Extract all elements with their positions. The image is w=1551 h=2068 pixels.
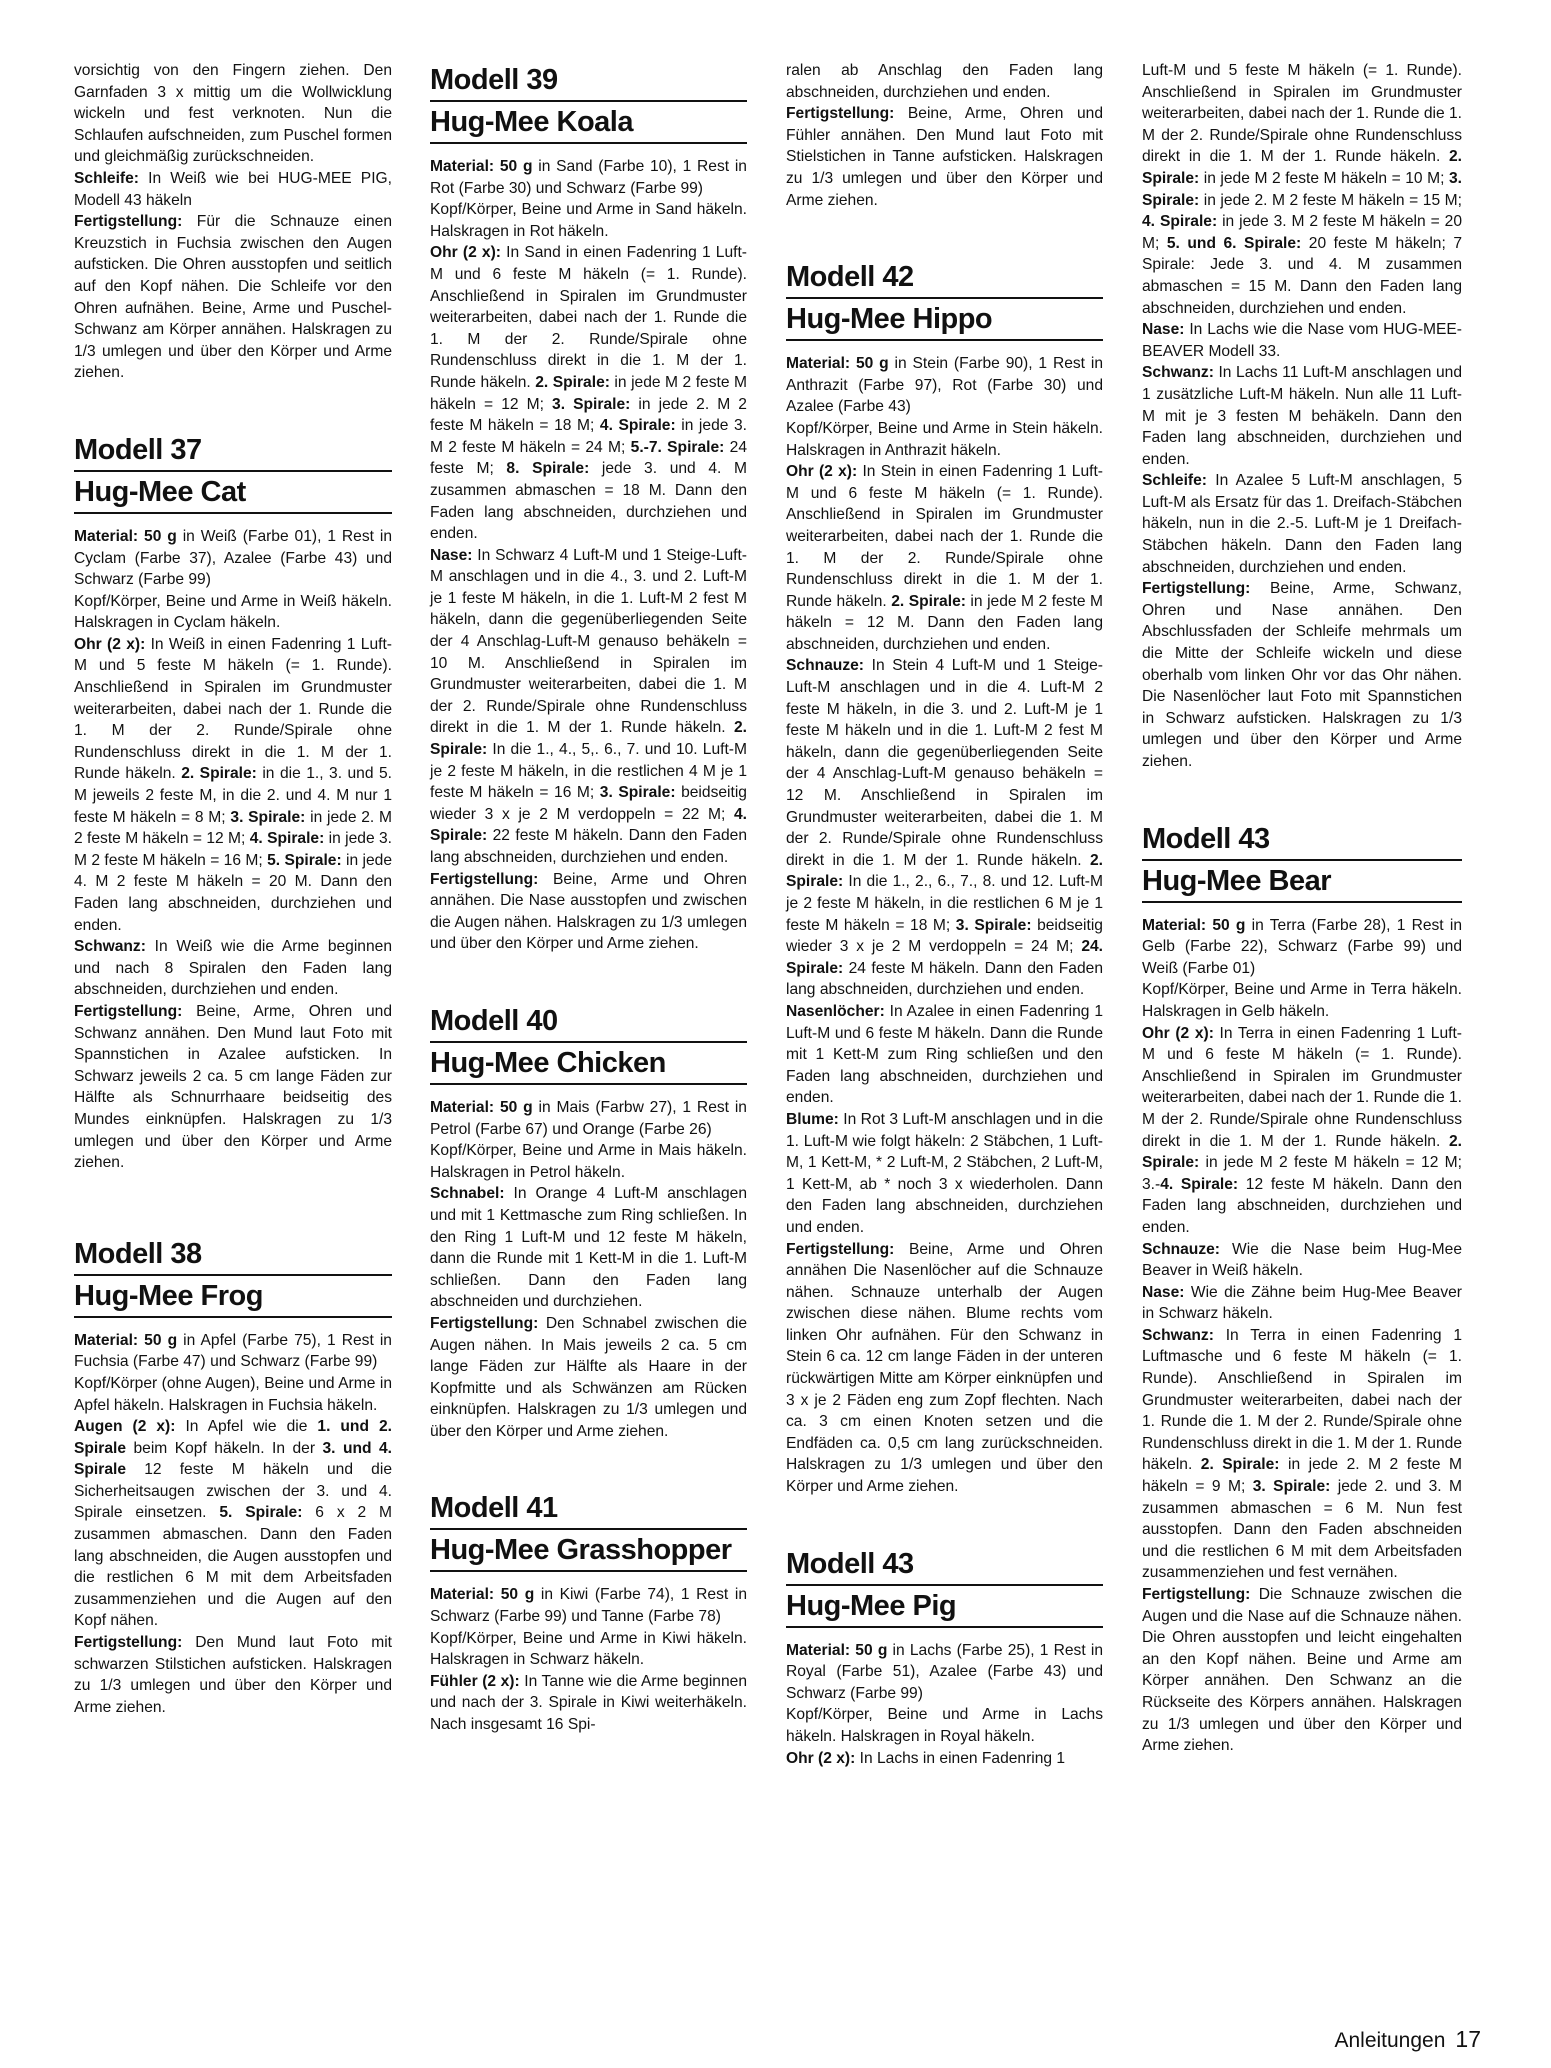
- paragraph: [786, 1109, 1103, 1239]
- text: in jede 4. M 2 feste M häkeln = 20 M. Dann den Faden lang abschneiden, durchziehen und enden.: [74, 851, 392, 934]
- label: Schwanz:: [74, 938, 146, 956]
- text: In Lachs 11 Luft-M anschlagen und 1 zusätzliche Luft-M häkeln. Nun alle 11 Luft-M mit je 3 festen M behäkeln. Dann den Faden lang abschneiden, durchziehen und enden.: [1142, 364, 1462, 468]
- paragraph: [74, 936, 392, 1001]
- text: in jede 2. M 2 feste M häkeln = 12 M;: [74, 808, 392, 848]
- text: In Terra in einen Fadenring 1 Luft-M und 6 feste M häkeln (= 1. Runde). Anschließend in Spiralen im Grundmuster weiterarbeiten, dabei nach der 1. Runde die 1. M der 2. Runde/Spirale ohne Rundenschluss direkt in die 1. M der 1. Runde häkeln.: [1142, 1024, 1462, 1150]
- label: Material: 50 g: [786, 1641, 888, 1659]
- paragraph: [430, 869, 747, 955]
- paragraph: [74, 1330, 392, 1373]
- paragraph: [430, 242, 747, 544]
- text: in Apfel (Farbe 75), 1 Rest in Fuchsia (Farbe 47) und Schwarz (Farbe 99): [74, 1331, 392, 1371]
- text: 12 feste M häkeln. Dann den Faden lang abschneiden, durchziehen und enden.: [1142, 1175, 1462, 1236]
- paragraph: [74, 60, 392, 168]
- model-number: Modell 38: [74, 1232, 392, 1276]
- label: 2. Spirale:: [430, 719, 747, 759]
- text: Kopf/Körper, Beine und Arme in Terra häkeln. Halskragen in Gelb häkeln.: [1142, 981, 1462, 1020]
- text: Beine, Arme und Ohren annähen Die Nasenlöcher auf die Schnauze nähen. Schnauze unterhalb der Augen zwischen diese nähen. Blume rechts vom linken Ohr aufnähen. Für den Schwanz in Stein 6 ca. 12 cm lange Fäden in der unteren rückwärtigen Mitte am Körper einknüpfen und 3 x je 2 Fäden eng zum Zopf flechten. Nach ca. 3 cm einen Knoten setzen und die Endfäden ca. 0,5 cm lang zurückschneiden. Halskragen zu 1/3 umlegen und über den Körper und Arme ziehen.: [786, 1240, 1103, 1496]
- text: in jede 2. M 2 feste M häkeln = 9 M;: [1142, 1456, 1462, 1496]
- paragraph: [74, 168, 392, 211]
- text: In Weiß wie bei HUG-MEE PIG, Modell 43 häkeln: [74, 169, 392, 209]
- text: in Terra (Farbe 28), 1 Rest in Gelb (Farbe 22), Schwarz (Farbe 99) und Weiß (Farbe 01): [1142, 916, 1462, 977]
- text: vorsichtig von den Fingern ziehen. Den Garnfaden 3 x mittig um die Wollwicklung wickeln und fest verknoten. Nun die Schlaufen aufschneiden, zum Puschel formen und gleichmäßig zurückschneiden.: [74, 62, 392, 166]
- label: Material: 50 g: [74, 1331, 178, 1349]
- paragraph: [786, 1704, 1103, 1747]
- paragraph: [1142, 1023, 1462, 1239]
- paragraph: [74, 591, 392, 634]
- section-heading: [786, 255, 1103, 341]
- paragraph: [786, 655, 1103, 1001]
- label: 24. Spirale:: [786, 938, 1103, 977]
- paragraph: [1142, 470, 1462, 578]
- label: Fertigstellung:: [786, 1240, 895, 1258]
- label: 8. Spirale:: [506, 460, 590, 478]
- text: Beine, Arme, Schwanz, Ohren und Nase annähen. Den Abschlussfaden der Schleife mehrmals um die Mitte der Schleife wickeln und diese oberhalb vom linken Ohr vor das Ohr nähen. Die Nasenlöcher laut Foto mit Spannstichen in Schwarz aufsticken. Halskragen zu 1/3 umlegen und über den Körper und Arme ziehen.: [1142, 580, 1462, 770]
- paragraph: [430, 1584, 747, 1627]
- text: Für die Schnauze einen Kreuzstich in Fuchsia zwischen den Augen aufsticken. Die Ohren ausstopfen und seitlich auf den Kopf nähen. Die Schleife vor den Ohren aufnähen. Beine, Arme und Puschel-Schwanz am Körper annähen. Halskragen zu 1/3 umlegen und über den Körper und Arme ziehen.: [74, 213, 392, 382]
- label: 3. Spirale:: [599, 784, 676, 802]
- text: Kopf/Körper (ohne Augen), Beine und Arme in Apfel häkeln. Halskragen in Fuchsia häkeln.: [74, 1374, 392, 1414]
- paragraph: [1142, 1282, 1462, 1325]
- text: in Mais (Farbw 27), 1 Rest in Petrol (Farbe 67) und Orange (Farbe 26): [430, 1098, 747, 1138]
- page-number: 17: [1455, 2026, 1481, 2052]
- text: in jede 3. M 2 feste M häkeln = 20 M;: [1142, 213, 1462, 252]
- paragraph: [1142, 1325, 1462, 1584]
- paragraph: [430, 1313, 747, 1443]
- text: In Stein 4 Luft-M und 1 Steige-Luft-M anschlagen und in die 4. Luft-M 2 feste M häkeln, in die 3. und 2. Luft-M je 1 feste M häkeln und in die 1. Luft-M 2 fest M häkeln, dann die gegenüberliegenden Seite der 4 Anschlag-Luft-M genauso behäkeln = 12 M. Anschließend in Spiralen im Grundmuster weiterarbeiten, dabei die 1. M der 2. Runde/Spirale ohne Rundenschluss direkt in die 1. M der 1. Runde häkeln.: [786, 657, 1103, 869]
- label: 2. Spirale:: [1142, 148, 1462, 187]
- text: In Schwarz 4 Luft-M und 1 Steige-Luft-M anschlagen und in die 4., 3. und 2. Luft-M je 1 feste M häkeln, in die 1. Luft-M 2 fest M häkeln, dann die gegenüberliegenden Seite der 4 Anschlag-Luft-M genauso behäkeln = 10 M. Anschließend in Spiralen im Grundmuster weiterarbeiten, dabei die 1. M der 2. Runde/Spirale ohne Rundenschluss direkt in die 1. M der 1. Runde häkeln.: [430, 546, 747, 737]
- text: In Azalee in einen Fadenring 1 Luft-M und 6 feste M häkeln. Dann die Runde mit 1 Kett-M zum Ring schließen und den Faden lang abschneiden, durchziehen und enden.: [786, 1002, 1103, 1107]
- text: Kopf/Körper, Beine und Arme in Lachs häkeln. Halskragen in Royal häkeln.: [786, 1706, 1103, 1745]
- model-number: Modell 43: [786, 1542, 1103, 1586]
- label: Material: 50 g: [74, 527, 177, 545]
- section-heading: [1142, 817, 1462, 903]
- label: Schleife:: [1142, 472, 1207, 490]
- label: Fertigstellung:: [430, 1314, 539, 1332]
- paragraph: [786, 353, 1103, 418]
- paragraph: [430, 1671, 747, 1736]
- paragraph: [430, 199, 747, 242]
- paragraph: [430, 1140, 747, 1183]
- text: beidseitig wieder 3 x je 2 M verdoppeln = 24 M;: [786, 916, 1103, 956]
- text: 6 x 2 M zusammen abmaschen. Dann den Faden lang abschneiden, die Augen ausstopfen und die restlichen 6 M mit dem Arbeitsfaden zusammenziehen und die Augen auf den Kopf nähen.: [74, 1504, 392, 1630]
- label: Schnauze:: [786, 657, 864, 675]
- paragraph: [430, 1628, 747, 1671]
- text: in Lachs (Farbe 25), 1 Rest in Royal (Farbe 51), Azalee (Farbe 43) und Schwarz (Farbe 99): [786, 1641, 1104, 1702]
- paragraph: [1142, 1584, 1462, 1757]
- text: In Stein in einen Fadenring 1 Luft-M und 6 feste M häkeln (= 1. Runde). Anschließend in Spiralen im Grundmuster weiterarbeiten, dabei nach der 1. Runde die 1. M der 2. Runde/Spirale ohne Rundenschluss direkt in die 1. M der 1. Runde häkeln.: [786, 463, 1103, 610]
- text: In Orange 4 Luft-M anschlagen und mit 1 Kettmasche zum Ring schließen. In den Ring 1 Luft-M und 12 feste M häkeln, dann die Runde mit 1 Kett-M in die 1. Luft-M schließen. Dann den Faden lang abschneiden und durchziehen.: [430, 1185, 747, 1311]
- label: Fertigstellung:: [74, 213, 183, 231]
- model-name: Hug-Mee Hippo: [786, 299, 1103, 341]
- model-number: Modell 37: [74, 428, 392, 472]
- section-heading: [74, 1232, 392, 1318]
- label: 5. Spirale:: [219, 1504, 303, 1522]
- paragraph: [74, 1632, 392, 1718]
- label: Schleife:: [74, 169, 139, 187]
- text: in Stein (Farbe 90), 1 Rest in Anthrazit (Farbe 97), Rot (Farbe 30) und Azalee (Farbe 43): [786, 355, 1103, 416]
- label: Material: 50 g: [430, 1586, 535, 1604]
- label: 4. Spirale:: [430, 805, 747, 845]
- text: in Kiwi (Farbe 74), 1 Rest in Schwarz (Farbe 99) und Tanne (Farbe 78): [430, 1586, 747, 1626]
- label: Nase:: [1142, 321, 1185, 339]
- paragraph: [786, 60, 1103, 103]
- text: in jede 2. M 2 feste M häkeln = 18 M;: [430, 395, 747, 435]
- section-heading: [74, 428, 392, 514]
- label: Fertigstellung:: [786, 105, 895, 123]
- label: Schnauze:: [1142, 1240, 1220, 1258]
- paragraph: [74, 526, 392, 591]
- paragraph: [74, 1001, 392, 1174]
- label: 4. Spirale:: [1142, 213, 1218, 231]
- text: Kopf/Körper, Beine und Arme in Weiß häkeln. Halskragen in Cyclam häkeln.: [74, 592, 392, 632]
- text: Kopf/Körper, Beine und Arme in Sand häkeln. Halskragen in Rot häkeln.: [430, 201, 747, 240]
- label: 1. und 2. Spirale: [74, 1418, 392, 1457]
- text: 24 feste M häkeln. Dann den Faden lang abschneiden, durchziehen und enden.: [786, 959, 1103, 999]
- text: In Lachs in einen Fadenring 1: [855, 1749, 1066, 1767]
- label: 3. Spirale:: [1252, 1478, 1331, 1496]
- text: in Weiß (Farbe 01), 1 Rest in Cyclam (Farbe 37), Azalee (Farbe 43) und Schwarz (Farbe 99): [74, 527, 392, 589]
- label: 2. Spirale:: [1200, 1456, 1280, 1474]
- label: Material: 50 g: [430, 158, 533, 175]
- text: jede 3. und 4. M zusammen abmaschen = 18 M. Dann den Faden lang abschneiden, durchziehen und enden.: [430, 460, 747, 543]
- text: In Tanne wie die Arme beginnen und nach der 3. Spirale in Kiwi weiterhäkeln. Nach insgesamt 16 Spi-: [430, 1672, 747, 1734]
- text: Kopf/Körper, Beine und Arme in Mais häkeln. Halskragen in Petrol häkeln.: [430, 1142, 747, 1181]
- label: 3. Spirale:: [1142, 169, 1462, 209]
- label: 5. und 6. Spirale:: [1166, 234, 1302, 252]
- text: In Apfel wie die: [175, 1418, 318, 1436]
- paragraph: [1142, 915, 1462, 980]
- paragraph: [786, 1239, 1103, 1498]
- label: Blume:: [786, 1110, 839, 1128]
- label: Material: 50 g: [786, 355, 889, 373]
- label: 2. Spirale:: [181, 765, 257, 783]
- label: Schwanz:: [1142, 1326, 1214, 1344]
- text: Kopf/Körper, Beine und Arme in Kiwi häkeln. Halskragen in Schwarz häkeln.: [430, 1629, 747, 1669]
- section-heading: [430, 999, 747, 1085]
- text: Wie die Zähne beim Hug-Mee Beaver in Schwarz häkeln.: [1142, 1283, 1462, 1323]
- label: Fertigstellung:: [74, 1634, 183, 1652]
- text: Den Mund laut Foto mit schwarzen Stilstichen aufsticken. Halskragen zu 1/3 umlegen und über den Körper und Arme ziehen.: [74, 1634, 392, 1716]
- text: Beine, Arme, Ohren und Schwanz annähen. Den Mund laut Foto mit Spannstichen in Azalee aufsticken. In Schwarz jeweils 2 ca. 5 cm lange Fäden zur Hälfte als Schnurrhaare beidseitig des Mundes einknüpfen. Halskragen zu 1/3 umlegen und über den Körper und Arme ziehen.: [74, 1002, 392, 1172]
- label: Nase:: [430, 546, 473, 564]
- paragraph: [74, 634, 392, 936]
- section-heading: [430, 58, 747, 144]
- label: 5. Spirale:: [267, 851, 342, 869]
- text: in jede 3. M 2 feste M häkeln = 16 M;: [74, 830, 392, 869]
- text: Den Schnabel zwischen die Augen nähen. In Mais jeweils 2 ca. 5 cm lange Fäden zur Hälfte als Haare in der Kopfmitte und als Schwänzen am Rücken einknüpfen. Halskragen zu 1/3 umlegen und über den Körper und Arme ziehen.: [430, 1314, 747, 1440]
- column-3: [786, 60, 1103, 1769]
- model-number: Modell 43: [1142, 817, 1462, 861]
- paragraph: [1142, 319, 1462, 362]
- label: 5.-7. Spirale:: [630, 438, 725, 456]
- label: Ohr (2 x):: [1142, 1024, 1214, 1042]
- text: In Terra in einen Fadenring 1 Luftmasche und 6 feste M häkeln (= 1. Runde). Anschließend in Spiralen im Grundmuster weiterarbeiten, dabei nach der 1. Runde die 1. M der 2. Runde/Spirale ohne Rundenschluss direkt in die 1. M der 1. Runde häkeln.: [1142, 1326, 1462, 1474]
- text: Beine, Arme, Ohren und Fühler annähen. Den Mund laut Foto mit Stielstichen in Tanne aufsticken. Halskragen zu 1/3 umlegen und über den Körper und Arme ziehen.: [786, 105, 1103, 209]
- label: 3. Spirale:: [552, 395, 631, 413]
- model-name: Hug-Mee Cat: [74, 472, 392, 514]
- text: Kopf/Körper, Beine und Arme in Stein häkeln. Halskragen in Anthrazit häkeln.: [786, 419, 1103, 459]
- label: Fühler (2 x):: [430, 1672, 520, 1690]
- text: In die 1., 2., 6., 7., 8. und 12. Luft-M je 2 feste M häkeln, in die restlichen 6 M je 1 feste M häkeln = 18 M;: [786, 873, 1103, 934]
- text: jede 2. und 3. M zusammen abmaschen = 6 M. Nun fest ausstopfen. Dann den Faden abschneiden und die restlichen 6 M mit dem Arbeitsfaden zusammenziehen und fest vernähen.: [1142, 1478, 1462, 1582]
- text: In Rot 3 Luft-M anschlagen und in die 1. Luft-M wie folgt häkeln: 2 Stäbchen, 1 Luft-M, 1 Kett-M, * 2 Luft-M, 2 Stäbchen, 2 Luft-M, 1 Kett-M, ab * noch 3 x wiederholen. Dann den Faden lang abschneiden, durchziehen und enden.: [786, 1110, 1103, 1236]
- paragraph: [1142, 362, 1462, 470]
- paragraph: [1142, 60, 1462, 319]
- model-name: Hug-Mee Bear: [1142, 861, 1462, 903]
- label: 4. Spirale:: [599, 417, 676, 435]
- text: In Lachs wie die Nase vom HUG-MEE-BEAVER Modell 33.: [1142, 321, 1462, 360]
- label: 2. Spirale:: [786, 851, 1103, 891]
- model-name: Hug-Mee Koala: [430, 102, 747, 144]
- paragraph: [74, 1416, 392, 1632]
- label: 4. Spirale:: [249, 830, 325, 848]
- text: beidseitig wieder 3 x je 2 M verdoppeln = 22 M;: [430, 784, 747, 823]
- text: in jede 3. M 2 feste M häkeln = 24 M;: [430, 417, 747, 456]
- model-name: Hug-Mee Pig: [786, 1586, 1103, 1628]
- paragraph: [786, 103, 1103, 211]
- paragraph: [786, 1640, 1103, 1705]
- label: Fertigstellung:: [74, 1002, 183, 1020]
- text: Beine, Arme und Ohren annähen. Die Nase ausstopfen und zwischen die Augen nähen. Halskragen zu 1/3 umlegen und über den Körper und Arme ziehen.: [430, 870, 747, 953]
- paragraph: [1142, 1239, 1462, 1282]
- text: ralen ab Anschlag den Faden lang abschneiden, durchziehen und enden.: [786, 62, 1103, 101]
- text: in Sand (Farbe 10), 1 Rest in Rot (Farbe 30) und Schwarz (Farbe 99): [430, 158, 747, 197]
- paragraph: [430, 1097, 747, 1140]
- text: in jede M 2 feste M häkeln = 12 M;: [430, 373, 747, 413]
- label: Material: 50 g: [430, 1098, 533, 1116]
- page-footer: [1334, 2026, 1481, 2053]
- paragraph: [786, 418, 1103, 461]
- text: in jede M 2 feste M häkeln = 12 M; 3.-: [1142, 1154, 1462, 1193]
- column-1: [74, 60, 392, 1718]
- paragraph: [430, 545, 747, 869]
- paragraph: [74, 1373, 392, 1416]
- text: Luft-M und 5 feste M häkeln (= 1. Runde). Anschließend in Spiralen im Grundmuster weiterarbeiten, dabei nach der 1. Runde die 1. M der 2. Runde/Spirale ohne Rundenschluss direkt in die 1. M der 1. Runde häkeln.: [1142, 62, 1462, 166]
- model-name: Hug-Mee Grasshopper: [430, 1530, 747, 1572]
- paragraph: [74, 211, 392, 384]
- section-heading: [786, 1542, 1103, 1628]
- model-name: Hug-Mee Chicken: [430, 1043, 747, 1085]
- text: in die 1., 3. und 5. M jeweils 2 feste M, in die 2. und 4. M nur 1 feste M häkeln = 8 M;: [74, 765, 393, 826]
- label: Fertigstellung:: [430, 870, 539, 888]
- label: Material: 50 g: [1142, 916, 1246, 934]
- label: Fertigstellung:: [1142, 1586, 1251, 1603]
- text: 12 feste M häkeln und die Sicherheitsaugen zwischen der 3. und 4. Spirale einsetzen.: [74, 1461, 392, 1522]
- paragraph: [786, 1001, 1103, 1109]
- model-name: Hug-Mee Frog: [74, 1276, 392, 1318]
- label: Schnabel:: [430, 1185, 505, 1203]
- paragraph: [1142, 979, 1462, 1022]
- paragraph: [1142, 578, 1462, 772]
- label: 2. Spirale:: [535, 373, 610, 391]
- text: In Weiß wie die Arme beginnen und nach 8 Spiralen den Faden lang abschneiden, durchziehen und enden.: [74, 938, 392, 999]
- label: Augen (2 x):: [74, 1418, 176, 1436]
- label: 4. Spirale:: [1160, 1175, 1239, 1193]
- label: Ohr (2 x):: [786, 463, 858, 481]
- label: Ohr (2 x):: [786, 1749, 856, 1767]
- text: in jede M 2 feste M häkeln = 10 M;: [1199, 169, 1449, 187]
- label: 3. Spirale:: [955, 916, 1032, 934]
- text: In Azalee 5 Luft-M anschlagen, 5 Luft-M als Ersatz für das 1. Dreifach-Stäbchen häkeln, nun in die 2.-5. Luft-M je 1 Dreifach-Stäbchen häkeln. Dann den Faden lang abschneiden, durchziehen und enden.: [1142, 472, 1462, 576]
- text: Die Schnauze zwischen die Augen und die Nase auf die Schnauze nähen. Die Ohren ausstopfen und leicht eingehalten an den Kopf nähen. Beine und Arme am Körper annähen. Den Schwanz an die Rückseite des Körpers annähen. Halskragen zu 1/3 umlegen und über den Körper und Arme ziehen.: [1142, 1586, 1462, 1755]
- text: in jede 2. M 2 feste M häkeln = 15 M;: [1199, 191, 1462, 209]
- paragraph: [786, 1748, 1103, 1770]
- text: In Weiß in einen Fadenring 1 Luft-M und 5 feste M häkeln (= 1. Runde). Anschließend in Spiralen im Grundmuster weiterarbeiten, dabei nach der 1. Runde die 1. M der 2. Runde/Spirale ohne Rundenschluss direkt in die 1. M der 1. Runde häkeln.: [74, 635, 392, 783]
- paragraph: [430, 156, 747, 199]
- model-number: Modell 40: [430, 999, 747, 1043]
- label: Schwanz:: [1142, 364, 1214, 382]
- label: 2. Spirale:: [891, 592, 966, 610]
- label: Ohr (2 x):: [430, 244, 501, 262]
- paragraph: [786, 461, 1103, 655]
- model-number: Modell 42: [786, 255, 1103, 299]
- label: Fertigstellung:: [1142, 580, 1251, 598]
- text: In die 1., 4., 5,. 6., 7. und 10. Luft-M je 2 feste M häkeln, in die restlichen 4 M je 1 feste M häkeln = 16 M;: [430, 741, 747, 802]
- section-name: Anleitungen: [1334, 2029, 1446, 2052]
- label: 3. und 4. Spirale: [74, 1439, 392, 1479]
- label: 3. Spirale:: [230, 808, 306, 826]
- text: 24 feste M;: [430, 438, 748, 478]
- text: 22 feste M häkeln. Dann den Faden lang abschneiden, durchziehen und enden.: [430, 827, 747, 866]
- text: In Sand in einen Fadenring 1 Luft-M und 6 feste M häkeln (= 1. Runde). Anschließend in Spiralen im Grundmuster weiterarbeiten, dabei nach der 1. Runde die 1. M der 2. Runde/Spirale ohne Rundenschluss direkt in die 1. M der 1. Runde häkeln.: [430, 244, 748, 391]
- paragraph: [430, 1183, 747, 1313]
- model-number: Modell 39: [430, 58, 747, 102]
- label: Ohr (2 x):: [74, 635, 146, 653]
- column-2: [430, 58, 747, 1736]
- label: Nase:: [1142, 1283, 1185, 1301]
- text: in jede M 2 feste M häkeln = 12 M. Dann den Faden lang abschneiden, durchziehen und enden.: [786, 592, 1103, 653]
- text: 20 feste M häkeln; 7 Spirale: Jede 3. und 4. M zusammen abmaschen = 15 M. Dann den Faden lang abschneiden, durchziehen und enden.: [1142, 234, 1463, 317]
- model-number: Modell 41: [430, 1486, 747, 1530]
- text: beim Kopf häkeln. In der: [126, 1439, 323, 1457]
- section-heading: [430, 1486, 747, 1572]
- label: Nasenlöcher:: [786, 1002, 885, 1020]
- text: Wie die Nase beim Hug-Mee Beaver in Weiß häkeln.: [1142, 1240, 1462, 1280]
- column-4: [1142, 60, 1462, 1757]
- label: 2. Spirale:: [1142, 1132, 1462, 1172]
